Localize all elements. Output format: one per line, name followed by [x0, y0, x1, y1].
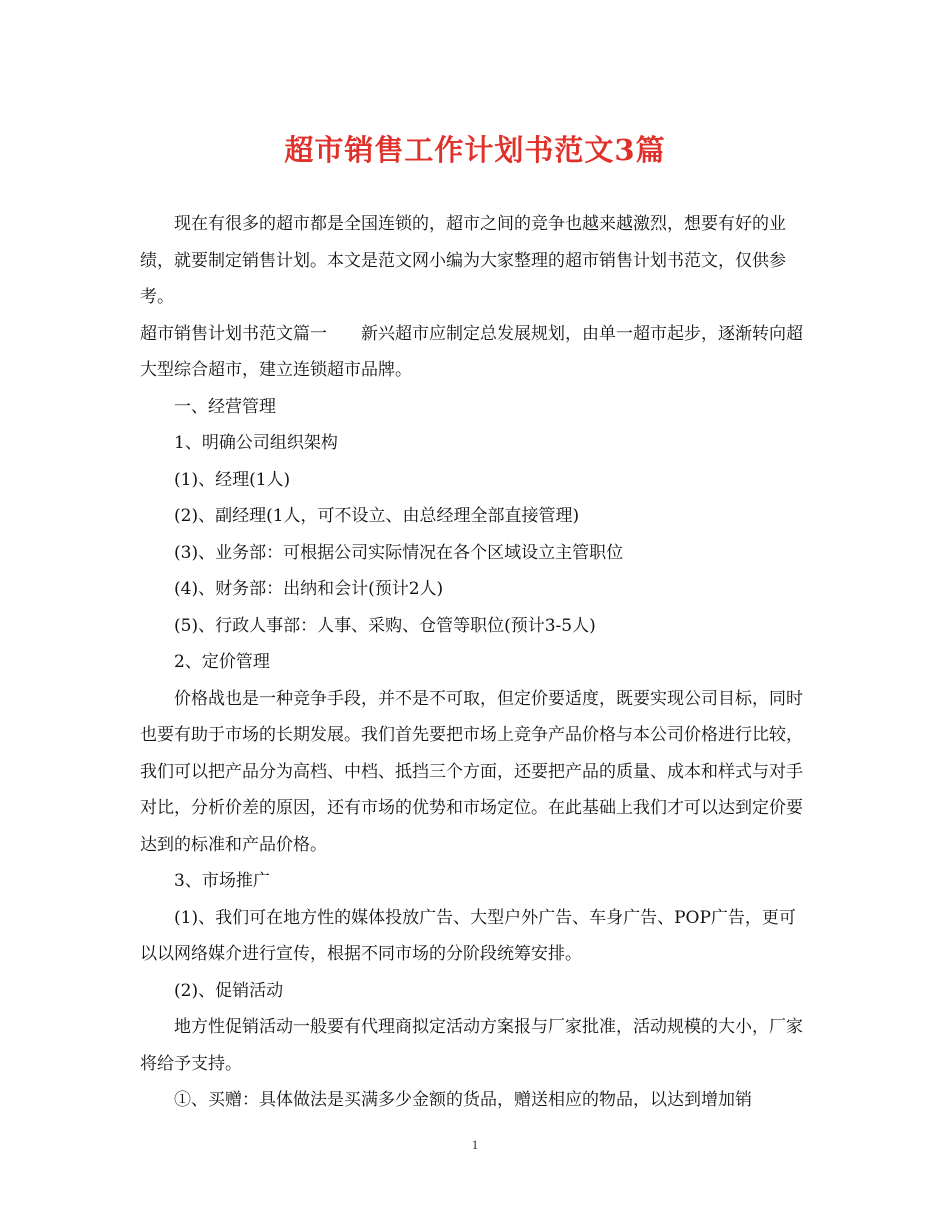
heading-marketing: 3、市场推广 [174, 871, 270, 891]
list-item-admin-hr-dept: (5)、行政人事部：人事、采购、仓管等职位(预计3-5人) [174, 615, 596, 636]
paragraph-local-promotions: 地方性促销活动一般要有代理商拟定活动方案报与厂家批准，活动规模的大小，厂家将给予支持。 [140, 1017, 803, 1074]
page-number: 1 [471, 1137, 479, 1152]
list-item-deputy-manager: (2)、副经理(1人，可不设立、由总经理全部直接管理) [174, 506, 580, 526]
heading-org-structure: 1、明确公司组织架构 [174, 433, 338, 453]
heading-business-management: 一、经营管理 [174, 396, 276, 417]
list-item-finance-dept: (4)、财务部：出纳和会计(预计2人) [174, 579, 444, 599]
paragraph-intro: 现在有很多的超市都是全国连锁的，超市之间的竞争也越来越激烈，想要有好的业绩，就要制定销售计划。本文是范文网小编为大家整理的超市销售计划书范文，仅供参考。 [140, 214, 786, 307]
paragraph-advertising: (1)、我们可在地方性的媒体投放广告、大型户外广告、车身广告、POP广告，更可以以网络媒介进行宣传，根据不同市场的分阶段统筹安排。 [140, 907, 796, 964]
document-title: 超市销售工作计划书范文3篇 [284, 133, 666, 167]
document-body [140, 206, 812, 1119]
list-item-business-dept: (3)、业务部：可根据公司实际情况在各个区域设立主管职位 [174, 542, 624, 563]
paragraph-buy-gift: ①、买赠：具体做法是买满多少金额的货品，赠送相应的物品，以达到增加销 [174, 1090, 752, 1110]
heading-pricing: 2、定价管理 [174, 652, 270, 672]
list-item-manager: (1)、经理(1人) [174, 469, 291, 490]
paragraph-pricing: 价格战也是一种竞争手段，并不是不可取，但定价要适度，既要实现公司目标，同时也要有助于市场的长期发展。我们首先要把市场上竞争产品价格与本公司价格进行比较，我们可以把产品分为高档、中档、抵挡三个方面，还要把产品的质量、成本和样式与对手对比，分析价差的原因，还有市场的优势和市场定位。在此基础上我们才可以达到定价要达到的标准和产品价格。 [140, 688, 803, 855]
paragraph-article-one: 超市销售计划书范文篇一 新兴超市应制定总发展规划，由单一超市起步，逐渐转向超大型综合超市，建立连锁超市品牌。 [140, 323, 803, 380]
heading-promotions: (2)、促销活动 [174, 980, 284, 1001]
